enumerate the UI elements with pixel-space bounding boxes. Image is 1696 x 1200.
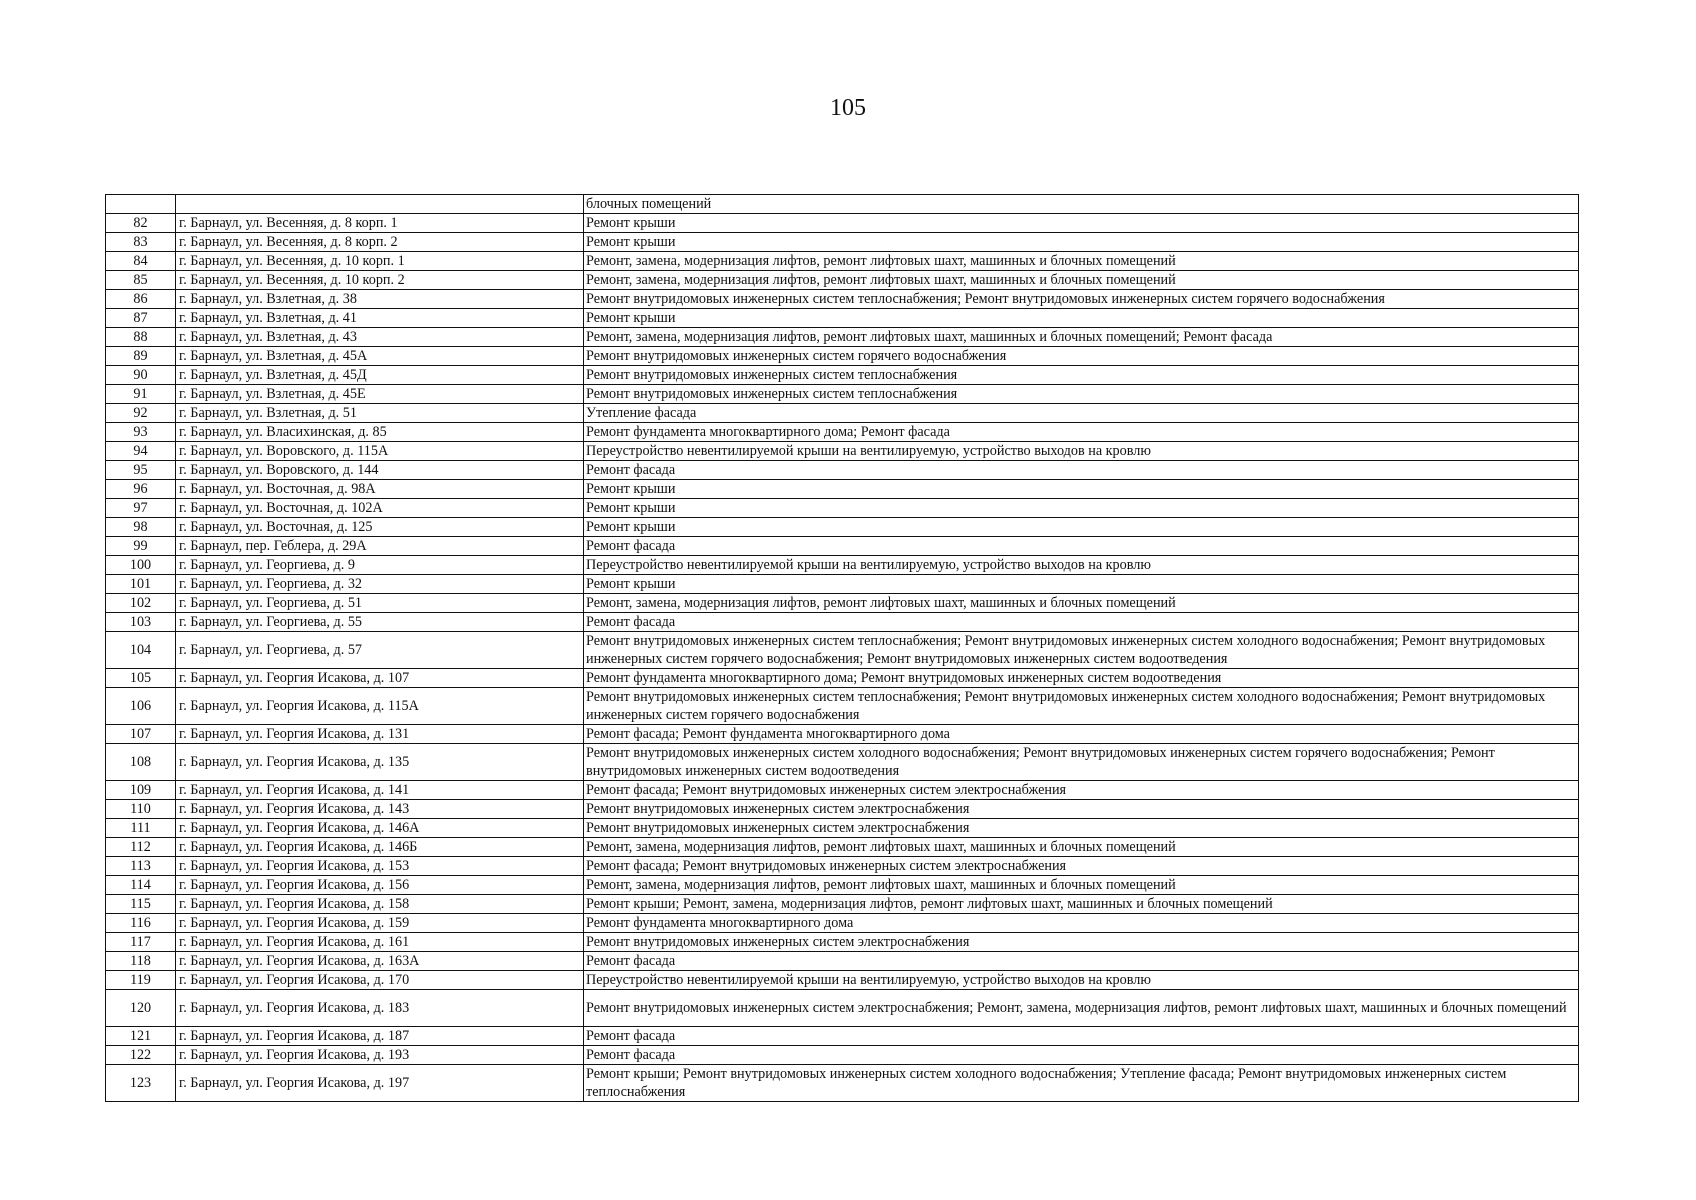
row-number-cell: 113 [106, 857, 176, 876]
address-cell: г. Барнаул, ул. Георгиева, д. 9 [176, 556, 584, 575]
address-cell: г. Барнаул, ул. Взлетная, д. 51 [176, 404, 584, 423]
work-type-cell: Ремонт крыши [584, 233, 1579, 252]
work-type-cell: блочных помещений [584, 195, 1579, 214]
table-row [106, 499, 1579, 518]
row-number-cell [106, 195, 176, 214]
table-row [106, 290, 1579, 309]
work-type-cell: Переустройство невентилируемой крыши на вентилируемую, устройство выходов на кровлю [584, 442, 1579, 461]
work-type-cell: Ремонт крыши; Ремонт внутридомовых инженерных систем холодного водоснабжения; Утепление фасада; Ремонт внутридомовых инженерных систем теплоснабжения [584, 1065, 1579, 1102]
row-number-cell: 91 [106, 385, 176, 404]
work-type-cell: Ремонт фасада [584, 1046, 1579, 1065]
table-row [106, 480, 1579, 499]
row-number-cell: 118 [106, 952, 176, 971]
table-row [106, 328, 1579, 347]
table-row [106, 990, 1579, 1027]
row-number-cell: 120 [106, 990, 176, 1027]
address-cell: г. Барнаул, ул. Взлетная, д. 45А [176, 347, 584, 366]
row-number-cell: 114 [106, 876, 176, 895]
address-cell: г. Барнаул, ул. Взлетная, д. 45Д [176, 366, 584, 385]
table-row [106, 461, 1579, 480]
work-type-cell: Ремонт, замена, модернизация лифтов, ремонт лифтовых шахт, машинных и блочных помещений [584, 271, 1579, 290]
address-cell: г. Барнаул, ул. Георгия Исакова, д. 159 [176, 914, 584, 933]
row-number-cell: 117 [106, 933, 176, 952]
work-type-cell: Ремонт внутридомовых инженерных систем теплоснабжения [584, 366, 1579, 385]
work-type-cell: Ремонт, замена, модернизация лифтов, ремонт лифтовых шахт, машинных и блочных помещений [584, 252, 1579, 271]
table-row [106, 933, 1579, 952]
address-cell: г. Барнаул, ул. Восточная, д. 125 [176, 518, 584, 537]
table-row [106, 857, 1579, 876]
row-number-cell: 93 [106, 423, 176, 442]
table-row [106, 347, 1579, 366]
page-number: 105 [830, 95, 866, 121]
row-number-cell: 87 [106, 309, 176, 328]
table-row [106, 309, 1579, 328]
table-row [106, 1046, 1579, 1065]
row-number-cell: 108 [106, 744, 176, 781]
work-type-cell: Переустройство невентилируемой крыши на вентилируемую, устройство выходов на кровлю [584, 556, 1579, 575]
table-row [106, 725, 1579, 744]
work-type-cell: Ремонт фасада [584, 613, 1579, 632]
row-number-cell: 103 [106, 613, 176, 632]
table-row [106, 366, 1579, 385]
table-row [106, 838, 1579, 857]
row-number-cell: 83 [106, 233, 176, 252]
table-row [106, 669, 1579, 688]
work-type-cell: Ремонт, замена, модернизация лифтов, ремонт лифтовых шахт, машинных и блочных помещений [584, 594, 1579, 613]
address-cell: г. Барнаул, ул. Воровского, д. 144 [176, 461, 584, 480]
row-number-cell: 86 [106, 290, 176, 309]
table-row [106, 914, 1579, 933]
work-type-cell: Ремонт, замена, модернизация лифтов, ремонт лифтовых шахт, машинных и блочных помещений [584, 876, 1579, 895]
row-number-cell: 96 [106, 480, 176, 499]
table-row [106, 423, 1579, 442]
address-cell: г. Барнаул, ул. Георгия Исакова, д. 183 [176, 990, 584, 1027]
table-row [106, 1027, 1579, 1046]
row-number-cell: 121 [106, 1027, 176, 1046]
address-cell: г. Барнаул, ул. Георгия Исакова, д. 163А [176, 952, 584, 971]
address-cell: г. Барнаул, ул. Восточная, д. 98А [176, 480, 584, 499]
address-cell: г. Барнаул, ул. Георгиева, д. 51 [176, 594, 584, 613]
work-type-cell: Ремонт фасада; Ремонт внутридомовых инженерных систем электроснабжения [584, 781, 1579, 800]
work-type-cell: Ремонт внутридомовых инженерных систем электроснабжения [584, 933, 1579, 952]
row-number-cell: 85 [106, 271, 176, 290]
address-cell: г. Барнаул, ул. Георгия Исакова, д. 115А [176, 688, 584, 725]
address-cell: г. Барнаул, ул. Георгия Исакова, д. 197 [176, 1065, 584, 1102]
work-type-cell: Ремонт, замена, модернизация лифтов, ремонт лифтовых шахт, машинных и блочных помещений [584, 838, 1579, 857]
table-row [106, 744, 1579, 781]
row-number-cell: 123 [106, 1065, 176, 1102]
address-cell: г. Барнаул, ул. Георгия Исакова, д. 158 [176, 895, 584, 914]
row-number-cell: 119 [106, 971, 176, 990]
address-cell: г. Барнаул, ул. Власихинская, д. 85 [176, 423, 584, 442]
table-row [106, 1065, 1579, 1102]
address-cell: г. Барнаул, пер. Геблера, д. 29А [176, 537, 584, 556]
address-cell: г. Барнаул, ул. Георгиева, д. 57 [176, 632, 584, 669]
work-type-cell: Ремонт внутридомовых инженерных систем электроснабжения; Ремонт, замена, модернизация лифтов, ремонт лифтовых шахт, машинных и блочных помещений [584, 990, 1579, 1027]
work-type-cell: Ремонт внутридомовых инженерных систем теплоснабжения; Ремонт внутридомовых инженерных систем холодного водоснабжения; Ремонт внутридомовых инженерных систем горячего водоснабжения; Ремонт внутридомовых инженерных систем водоотведения [584, 632, 1579, 669]
row-number-cell: 88 [106, 328, 176, 347]
row-number-cell: 111 [106, 819, 176, 838]
address-cell: г. Барнаул, ул. Взлетная, д. 45Е [176, 385, 584, 404]
table-row [106, 594, 1579, 613]
work-type-cell: Ремонт внутридомовых инженерных систем теплоснабжения; Ремонт внутридомовых инженерных систем горячего водоснабжения [584, 290, 1579, 309]
address-cell: г. Барнаул, ул. Георгия Исакова, д. 170 [176, 971, 584, 990]
work-type-cell: Переустройство невентилируемой крыши на вентилируемую, устройство выходов на кровлю [584, 971, 1579, 990]
work-type-cell: Ремонт внутридомовых инженерных систем теплоснабжения; Ремонт внутридомовых инженерных систем холодного водоснабжения; Ремонт внутридомовых инженерных систем горячего водоснабжения [584, 688, 1579, 725]
work-type-cell: Ремонт фасада [584, 952, 1579, 971]
table-row [106, 952, 1579, 971]
work-type-cell: Ремонт фундамента многоквартирного дома; Ремонт внутридомовых инженерных систем водоотведения [584, 669, 1579, 688]
work-type-cell: Ремонт внутридомовых инженерных систем теплоснабжения [584, 385, 1579, 404]
table-row [106, 442, 1579, 461]
work-type-cell: Ремонт, замена, модернизация лифтов, ремонт лифтовых шахт, машинных и блочных помещений; Ремонт фасада [584, 328, 1579, 347]
row-number-cell: 84 [106, 252, 176, 271]
work-type-cell: Ремонт крыши [584, 499, 1579, 518]
address-cell: г. Барнаул, ул. Георгия Исакова, д. 143 [176, 800, 584, 819]
work-type-cell: Ремонт внутридомовых инженерных систем электроснабжения [584, 819, 1579, 838]
table-row [106, 385, 1579, 404]
work-type-cell: Ремонт фасада; Ремонт фундамента многоквартирного дома [584, 725, 1579, 744]
address-cell: г. Барнаул, ул. Весенняя, д. 8 корп. 1 [176, 214, 584, 233]
row-number-cell: 92 [106, 404, 176, 423]
work-type-cell: Ремонт крыши [584, 518, 1579, 537]
row-number-cell: 101 [106, 575, 176, 594]
table-row [106, 876, 1579, 895]
row-number-cell: 110 [106, 800, 176, 819]
table-row [106, 556, 1579, 575]
table-row [106, 518, 1579, 537]
row-number-cell: 97 [106, 499, 176, 518]
table-body [106, 195, 1579, 1102]
address-cell: г. Барнаул, ул. Георгия Исакова, д. 187 [176, 1027, 584, 1046]
row-number-cell: 102 [106, 594, 176, 613]
work-type-cell: Ремонт крыши [584, 309, 1579, 328]
table-row [106, 214, 1579, 233]
work-type-cell: Ремонт фундамента многоквартирного дома; Ремонт фасада [584, 423, 1579, 442]
table-row [106, 613, 1579, 632]
work-type-cell: Ремонт внутридомовых инженерных систем электроснабжения [584, 800, 1579, 819]
work-type-cell: Ремонт крыши [584, 575, 1579, 594]
work-type-cell: Ремонт внутридомовых инженерных систем холодного водоснабжения; Ремонт внутридомовых инженерных систем горячего водоснабжения; Ремонт внутридомовых инженерных систем водоотведения [584, 744, 1579, 781]
table-row [106, 971, 1579, 990]
row-number-cell: 105 [106, 669, 176, 688]
address-cell: г. Барнаул, ул. Георгия Исакова, д. 156 [176, 876, 584, 895]
table-row [106, 781, 1579, 800]
address-cell: г. Барнаул, ул. Георгия Исакова, д. 131 [176, 725, 584, 744]
work-type-cell: Утепление фасада [584, 404, 1579, 423]
table-row [106, 895, 1579, 914]
address-cell: г. Барнаул, ул. Весенняя, д. 10 корп. 2 [176, 271, 584, 290]
row-number-cell: 89 [106, 347, 176, 366]
work-type-cell: Ремонт фасада [584, 461, 1579, 480]
table-row [106, 575, 1579, 594]
row-number-cell: 115 [106, 895, 176, 914]
row-number-cell: 90 [106, 366, 176, 385]
address-cell: г. Барнаул, ул. Взлетная, д. 38 [176, 290, 584, 309]
address-cell: г. Барнаул, ул. Георгия Исакова, д. 153 [176, 857, 584, 876]
work-type-cell: Ремонт фундамента многоквартирного дома [584, 914, 1579, 933]
row-number-cell: 122 [106, 1046, 176, 1065]
table-row [106, 688, 1579, 725]
row-number-cell: 98 [106, 518, 176, 537]
table-row [106, 271, 1579, 290]
table-row [106, 537, 1579, 556]
table-row [106, 819, 1579, 838]
row-number-cell: 112 [106, 838, 176, 857]
address-cell: г. Барнаул, ул. Георгия Исакова, д. 146А [176, 819, 584, 838]
address-cell: г. Барнаул, ул. Взлетная, д. 43 [176, 328, 584, 347]
address-cell: г. Барнаул, ул. Георгия Исакова, д. 146Б [176, 838, 584, 857]
address-cell: г. Барнаул, ул. Георгиева, д. 55 [176, 613, 584, 632]
row-number-cell: 82 [106, 214, 176, 233]
repair-program-table [105, 194, 1579, 1102]
address-cell: г. Барнаул, ул. Георгия Исакова, д. 161 [176, 933, 584, 952]
table-row [106, 632, 1579, 669]
row-number-cell: 94 [106, 442, 176, 461]
table-row [106, 404, 1579, 423]
row-number-cell: 104 [106, 632, 176, 669]
address-cell: г. Барнаул, ул. Воровского, д. 115А [176, 442, 584, 461]
address-cell: г. Барнаул, ул. Георгия Исакова, д. 135 [176, 744, 584, 781]
work-type-cell: Ремонт фасада; Ремонт внутридомовых инженерных систем электроснабжения [584, 857, 1579, 876]
work-type-cell: Ремонт крыши [584, 480, 1579, 499]
address-cell: г. Барнаул, ул. Георгия Исакова, д. 193 [176, 1046, 584, 1065]
address-cell: г. Барнаул, ул. Георгия Исакова, д. 141 [176, 781, 584, 800]
row-number-cell: 109 [106, 781, 176, 800]
row-number-cell: 100 [106, 556, 176, 575]
table-row [106, 252, 1579, 271]
address-cell: г. Барнаул, ул. Восточная, д. 102А [176, 499, 584, 518]
work-type-cell: Ремонт крыши [584, 214, 1579, 233]
address-cell: г. Барнаул, ул. Весенняя, д. 8 корп. 2 [176, 233, 584, 252]
table-row [106, 233, 1579, 252]
work-type-cell: Ремонт крыши; Ремонт, замена, модернизация лифтов, ремонт лифтовых шахт, машинных и блочных помещений [584, 895, 1579, 914]
row-number-cell: 116 [106, 914, 176, 933]
address-cell: г. Барнаул, ул. Георгия Исакова, д. 107 [176, 669, 584, 688]
address-cell [176, 195, 584, 214]
work-type-cell: Ремонт фасада [584, 537, 1579, 556]
table-row [106, 800, 1579, 819]
row-number-cell: 95 [106, 461, 176, 480]
table-row [106, 195, 1579, 214]
work-type-cell: Ремонт фасада [584, 1027, 1579, 1046]
address-cell: г. Барнаул, ул. Георгиева, д. 32 [176, 575, 584, 594]
row-number-cell: 106 [106, 688, 176, 725]
address-cell: г. Барнаул, ул. Взлетная, д. 41 [176, 309, 584, 328]
row-number-cell: 107 [106, 725, 176, 744]
work-type-cell: Ремонт внутридомовых инженерных систем горячего водоснабжения [584, 347, 1579, 366]
row-number-cell: 99 [106, 537, 176, 556]
address-cell: г. Барнаул, ул. Весенняя, д. 10 корп. 1 [176, 252, 584, 271]
